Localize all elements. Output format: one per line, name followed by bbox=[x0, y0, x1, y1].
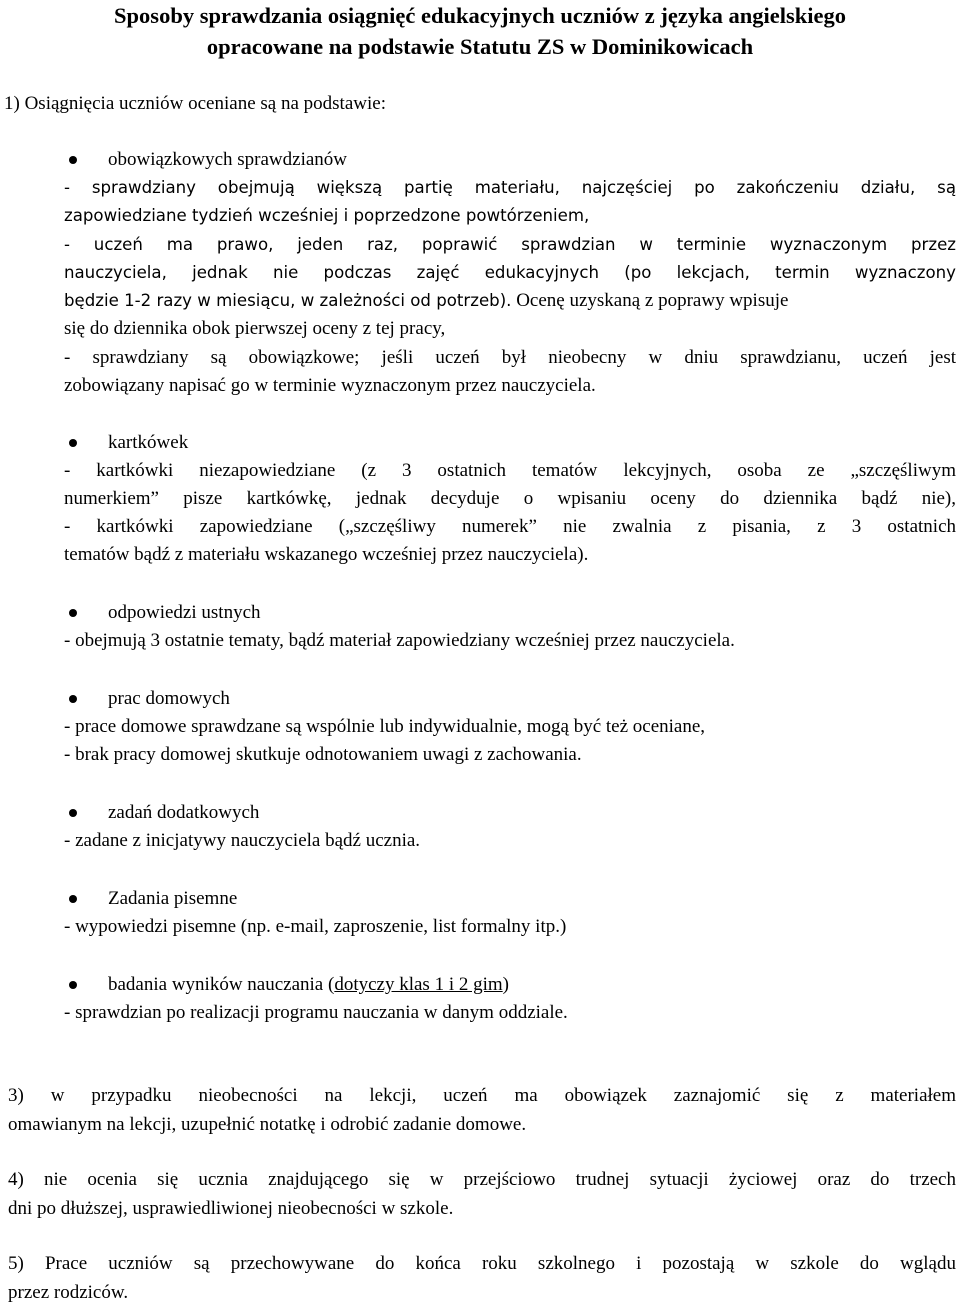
sprawdziany-line-5a: będzie 1-2 razy w miesiącu, w zależności od potrzeb). bbox=[64, 291, 512, 310]
badania-line-1: - sprawdzian po realizacji programu nauczania w danym oddziale. bbox=[64, 1002, 568, 1023]
prace-domowe-heading: prac domowych bbox=[108, 688, 230, 709]
zadania-pisemne-line-1: - wypowiedzi pisemne (np. e-mail, zaproszenie, list formalny itp.) bbox=[64, 916, 567, 937]
point-5-line-1: 5) Prace uczniów są przechowywane do końca roku szkolnego i pozostają w szkole do wglądu bbox=[8, 1253, 956, 1274]
zadania-dodatkowe-heading: zadań dodatkowych bbox=[108, 802, 260, 823]
odpowiedzi-line-1: - obejmują 3 ostatnie tematy, bądź materiał zapowiedziany wcześniej przez nauczyciela. bbox=[64, 630, 735, 651]
sprawdziany-line-1: - sprawdziany obejmują większą partię materiału, najczęściej po zakończeniu działu, są bbox=[64, 178, 956, 197]
badania-heading-text: badania wyników nauczania ( bbox=[108, 974, 335, 995]
point-3-line-1: 3) w przypadku nieobecności na lekcji, uczeń ma obowiązek zaznajomić się z materiałem bbox=[8, 1085, 956, 1106]
kartkowki-heading: kartkówek bbox=[108, 432, 189, 453]
sprawdziany-line-5b: Ocenę uzyskaną z poprawy wpisuje bbox=[511, 290, 789, 311]
bullet-icon bbox=[69, 695, 77, 703]
sprawdziany-heading: obowiązkowych sprawdzianów bbox=[108, 149, 348, 170]
sprawdziany-line-2: zapowiedziane tydzień wcześniej i poprzedzone powtórzeniem, bbox=[64, 206, 590, 225]
bullet-icon bbox=[69, 439, 77, 447]
bullet-icon bbox=[69, 981, 77, 989]
sprawdziany-line-7: - sprawdziany są obowiązkowe; jeśli uczeń był nieobecny w dniu sprawdzianu, uczeń jest bbox=[64, 347, 956, 368]
sprawdziany-line-5 bbox=[64, 287, 788, 315]
sprawdziany-line-6: się do dziennika obok pierwszej oceny z tej pracy, bbox=[64, 318, 446, 339]
bullet-icon bbox=[69, 156, 77, 164]
bullet-icon bbox=[69, 895, 77, 903]
point-4-line-2: dni po dłuższej, usprawiedliwionej nieobecności w szkole. bbox=[8, 1198, 454, 1219]
intro-text: 1) Osiągnięcia uczniów oceniane są na podstawie: bbox=[4, 93, 386, 114]
zadania-pisemne-heading: Zadania pisemne bbox=[108, 888, 238, 909]
kartkowki-line-3: - kartkówki zapowiedziane („szczęśliwy numerek” nie zwalnia z pisania, z 3 ostatnich bbox=[64, 516, 956, 537]
title-line-1: Sposoby sprawdzania osiągnięć edukacyjnych uczniów z języka angielskiego bbox=[114, 3, 846, 28]
prace-domowe-line-1: - prace domowe sprawdzane są wspólnie lub indywidualnie, mogą być też oceniane, bbox=[64, 716, 706, 737]
page-title bbox=[0, 0, 960, 62]
badania-heading bbox=[108, 971, 509, 999]
sprawdziany-line-4: nauczyciela, jednak nie podczas zajęć edukacyjnych (po lekcjach, termin wyznaczony bbox=[64, 263, 956, 282]
odpowiedzi-heading: odpowiedzi ustnych bbox=[108, 602, 261, 623]
sprawdziany-line-3: - uczeń ma prawo, jeden raz, poprawić sprawdzian w terminie wyznaczonym przez bbox=[64, 235, 956, 254]
kartkowki-line-1: - kartkówki niezapowiedziane (z 3 ostatnich tematów lekcyjnych, osoba ze „szczęśliwym bbox=[64, 460, 956, 481]
bullet-icon bbox=[69, 809, 77, 817]
zadania-dodatkowe-line-1: - zadane z inicjatywy nauczyciela bądź ucznia. bbox=[64, 830, 421, 851]
bullet-icon bbox=[69, 609, 77, 617]
point-3-line-2: omawianym na lekcji, uzupełnić notatkę i odrobić zadanie domowe. bbox=[8, 1114, 527, 1135]
badania-heading-close: ) bbox=[502, 974, 509, 995]
title-line-2: opracowane na podstawie Statutu ZS w Dominikowicach bbox=[206, 34, 754, 59]
sprawdziany-line-8: zobowiązany napisać go w terminie wyznaczonym przez nauczyciela. bbox=[64, 375, 596, 396]
point-4-line-1: 4) nie ocenia się ucznia znajdującego się w przejściowo trudnej sytuacji życiowej oraz do trzech bbox=[8, 1169, 956, 1190]
prace-domowe-line-2: - brak pracy domowej skutkuje odnotowaniem uwagi z zachowania. bbox=[64, 744, 582, 765]
badania-heading-underlined: dotyczy klas 1 i 2 gim bbox=[334, 974, 503, 995]
point-5-line-2: przez rodziców. bbox=[8, 1282, 129, 1303]
kartkowki-line-2: numerkiem” pisze kartkówkę, jednak decyduje o wpisaniu oceny do dziennika bądź nie), bbox=[64, 488, 956, 509]
kartkowki-line-4: tematów bądź z materiału wskazanego wcześniej przez nauczyciela). bbox=[64, 544, 589, 565]
